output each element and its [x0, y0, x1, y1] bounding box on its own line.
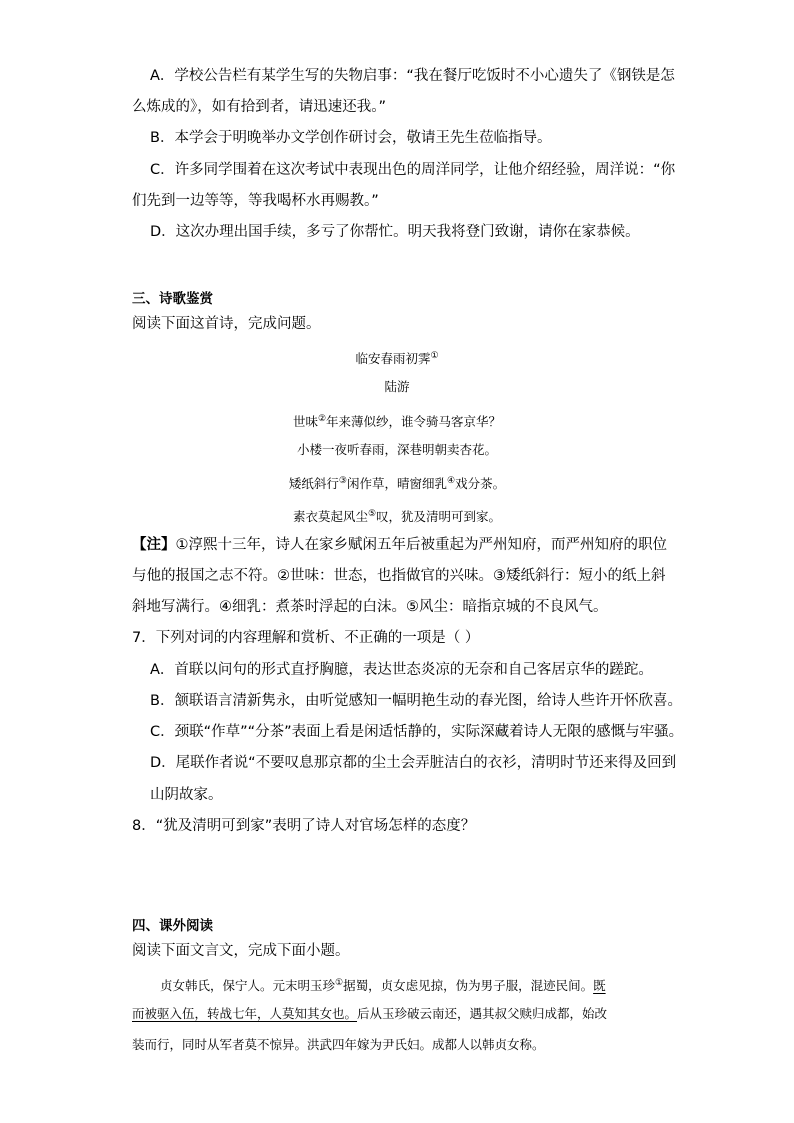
- poem-author: 陆游: [384, 379, 410, 394]
- footnote-marker: ④: [447, 476, 456, 486]
- q7-option-c: C．颈联“作草”“分茶”表面上看是闲适恬静的，实际深藏着诗人无限的感慨与牢骚。: [150, 724, 684, 740]
- q6-option-c-line1: C．许多同学围着在这次考试中表现出色的周洋同学，让他介绍经验，周洋说：“你: [150, 162, 676, 178]
- question-7: 7．下列对词的内容理解和赏析、不正确的一项是（ ）: [132, 630, 480, 646]
- underlined-sentence: 既: [593, 978, 606, 994]
- poem-line-2: 小楼一夜听春雨，深巷明朝卖杏花。: [296, 442, 497, 457]
- q6-option-c-line2: 们先到一边等等，等我喝杯水再赐教。”: [132, 193, 379, 209]
- footnote-marker: ②: [317, 414, 327, 424]
- footnote-marker: ①: [335, 978, 344, 988]
- notes-label: 【注】: [132, 537, 176, 553]
- footnote-marker: ⑤: [367, 509, 377, 519]
- footnote-marker: ③: [338, 476, 347, 486]
- passage-line-3: 装而行，同时从军者莫不惊异。洪武四年嫁为尹氏妇。成都人以韩贞女称。: [132, 1037, 545, 1052]
- underlined-sentence: 而被驱入伍，转战七年，人莫知其女也。: [132, 1006, 358, 1021]
- section4-instruction: 阅读下面文言文，完成下面小题。: [132, 943, 350, 959]
- q6-option-b: B．本学会于明晚举办文学创作研讨会，敬请王先生莅临指导。: [150, 130, 552, 146]
- q7-option-d-line1: D．尾联作者说“不要叹息那京都的尘土会弄脏洁白的衣衫，清明时节还来得及回到: [150, 755, 677, 771]
- footnote-marker: ①: [430, 351, 439, 361]
- q6-option-a-line1: A．学校公告栏有某学生写的失物启事：“我在餐厅吃饭时不小心遗失了《钢铁是怎: [150, 68, 675, 84]
- poem-line-3: 矮纸斜行③闲作草，晴窗细乳④戏分茶。: [288, 476, 506, 492]
- poem-line-1: 世味②年来薄似纱，谁令骑马客京华？: [292, 414, 502, 430]
- poem-line-4: 素衣莫起风尘⑤叹，犹及清明可到家。: [292, 509, 502, 525]
- poem-notes-line3: 斜地写满行。④细乳：煮茶时浮起的白沫。⑤风尘：暗指京城的不良风气。: [132, 599, 608, 615]
- section3-heading: 三、诗歌鉴赏: [132, 291, 213, 307]
- poem-notes-line2: 与他的报国之志不符。②世味：世态，也指做官的兴味。③矮纸斜行：短小的纸上斜: [132, 568, 666, 584]
- q7-option-b: B．颔联语言清新隽永，由听觉感知一幅明艳生动的春光图，给诗人些许开怀欣喜。: [150, 693, 682, 709]
- section3-instruction: 阅读下面这首诗，完成问题。: [132, 316, 321, 332]
- poem-title: 临安春雨初霁①: [355, 351, 439, 367]
- q7-option-d-line2: 山阴故家。: [150, 787, 223, 803]
- q6-option-d: D．这次办理出国手续，多亏了你帮忙。明天我将登门致谢，请你在家恭候。: [150, 224, 640, 240]
- poem-notes-line1: 【注】①淳熙十三年，诗人在家乡赋闲五年后被重起为严州知府，而严州知府的职位: [132, 537, 667, 553]
- q6-option-a-line2: 么炼成的》，如有拾到者，请迅速还我。”: [132, 99, 387, 115]
- passage-line-2: 而被驱入伍，转战七年，人莫知其女也。后从玉珍破云南还，遇其叔父赎归成都，始改: [132, 1006, 608, 1021]
- q7-option-a: A．首联以问句的形式直抒胸臆，表达世态炎凉的无奈和自己客居京华的蹉跎。: [150, 662, 653, 678]
- passage-line-1: 贞女韩氏，保宁人。元末明玉珍①据蜀，贞女虑见掠，伪为男子服，混迹民间。既: [160, 978, 606, 994]
- question-8: 8．“犹及清明可到家”表明了诗人对官场怎样的态度？: [132, 818, 476, 834]
- section4-heading: 四、课外阅读: [132, 918, 213, 934]
